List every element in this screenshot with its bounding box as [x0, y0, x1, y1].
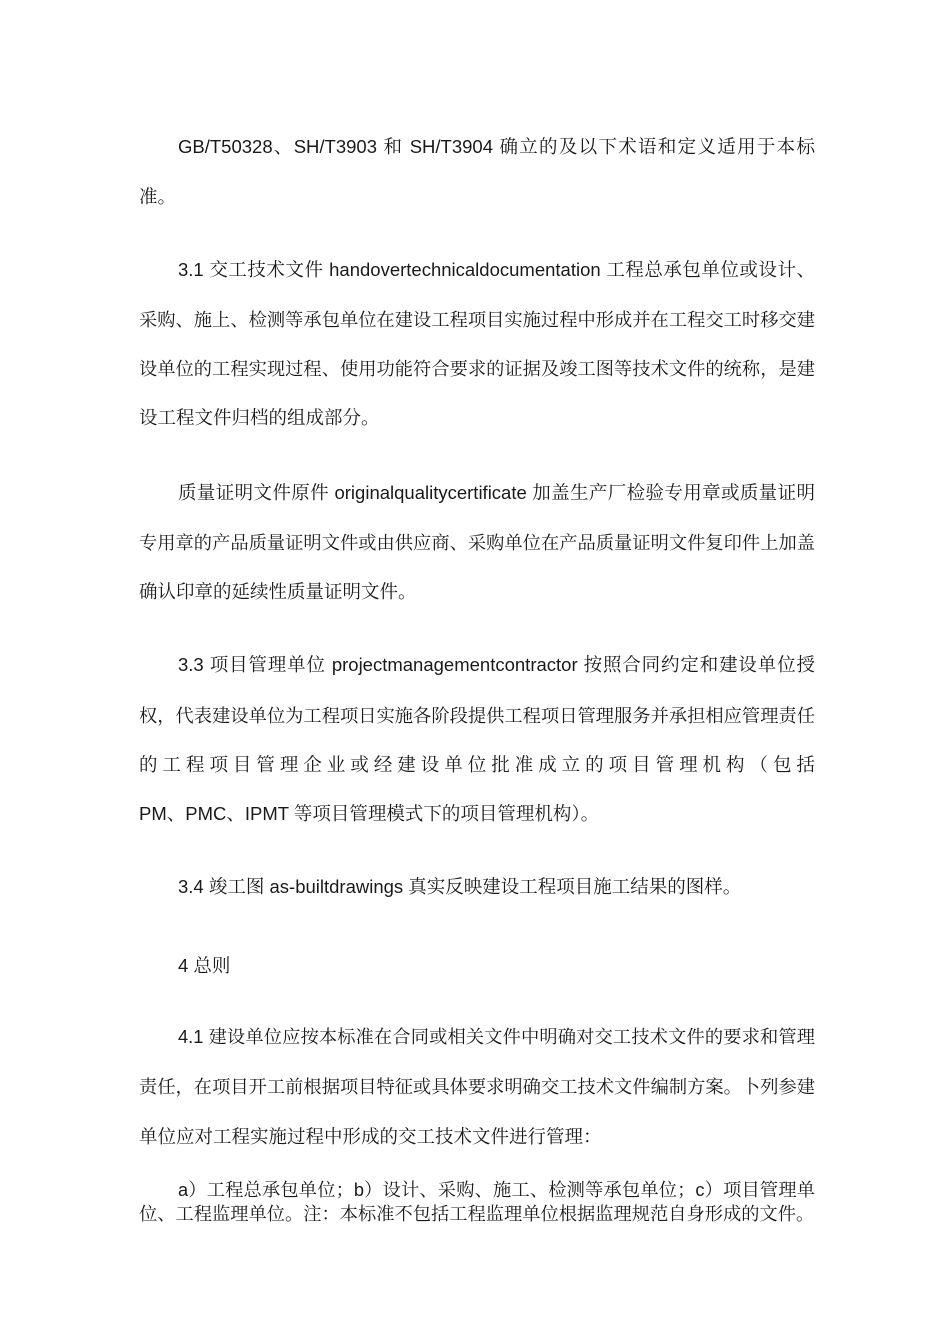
text-line: 权，代表建设单位为工程项日实施各阶段提供工程项日管理服务并承担相应管理责任 [139, 705, 815, 726]
text-line: 3.1 交工技术文件 handovertechnicaldocumentation 工程总承包单位或设计、 [178, 259, 815, 280]
text-line: 设单位的工程实现过程、使用功能符合要求的证据及竣工图等技术文件的统称，是建 [139, 358, 815, 379]
text-line: a）工程总承包单位；b）设计、采购、施工、检测等承包单位；c）项目管理单 [178, 1179, 815, 1200]
text-line: 责任，在项目开工前根据项目特征或具体要求明确交工技术文件编制方案。卜列参建 [139, 1076, 815, 1097]
text-line: 确认印章的延续性质量证明文件。 [139, 581, 417, 602]
text-line: 的工程项目管理企业或经建设单位批准成立的项目管理机构（包括 [139, 754, 815, 775]
text-line: 位、工程监理单位。注：本标准不包括工程监理单位根据监理规范自身形成的文件。 [139, 1203, 815, 1224]
text-line: GB/T50328、SH/T3903 和 SH/T3904 确立的及以下术语和定义适用于本标 [178, 136, 815, 157]
text-line: 单位应对工程实施过程中形成的交工技术文件进行管理： [139, 1126, 602, 1147]
text-line: 准。 [139, 186, 177, 207]
text-line: 质量证明文件原件 originalqualitycertificate 加盖生产厂检验专用章或质量证明 [178, 482, 815, 503]
text-line: 3.4 竣工图 as-builtdrawings 真实反映建设工程项目施工结果的图样。 [178, 876, 742, 897]
text-line: 采购、施上、检测等承包单位在建设工程项目实施过程中形成并在工程交工时移交建 [139, 309, 815, 330]
text-line: 4.1 建设单位应按本标准在合同或相关文件中明确对交工技术文件的要求和管理 [178, 1026, 815, 1047]
section-heading: 4 总则 [178, 955, 231, 976]
text-line: PM、PMC、IPMT 等项目管理模式下的项目管理机构）。 [139, 803, 600, 824]
text-line: 专用章的产品质量证明文件或由供应商、采购单位在产品质量证明文件复印件上加盖 [139, 532, 815, 553]
text-line: 3.3 项目管理单位 projectmanagementcontractor 按照合同约定和建设单位授 [178, 654, 815, 675]
text-line: 设工程文件归档的组成部分。 [139, 407, 380, 428]
